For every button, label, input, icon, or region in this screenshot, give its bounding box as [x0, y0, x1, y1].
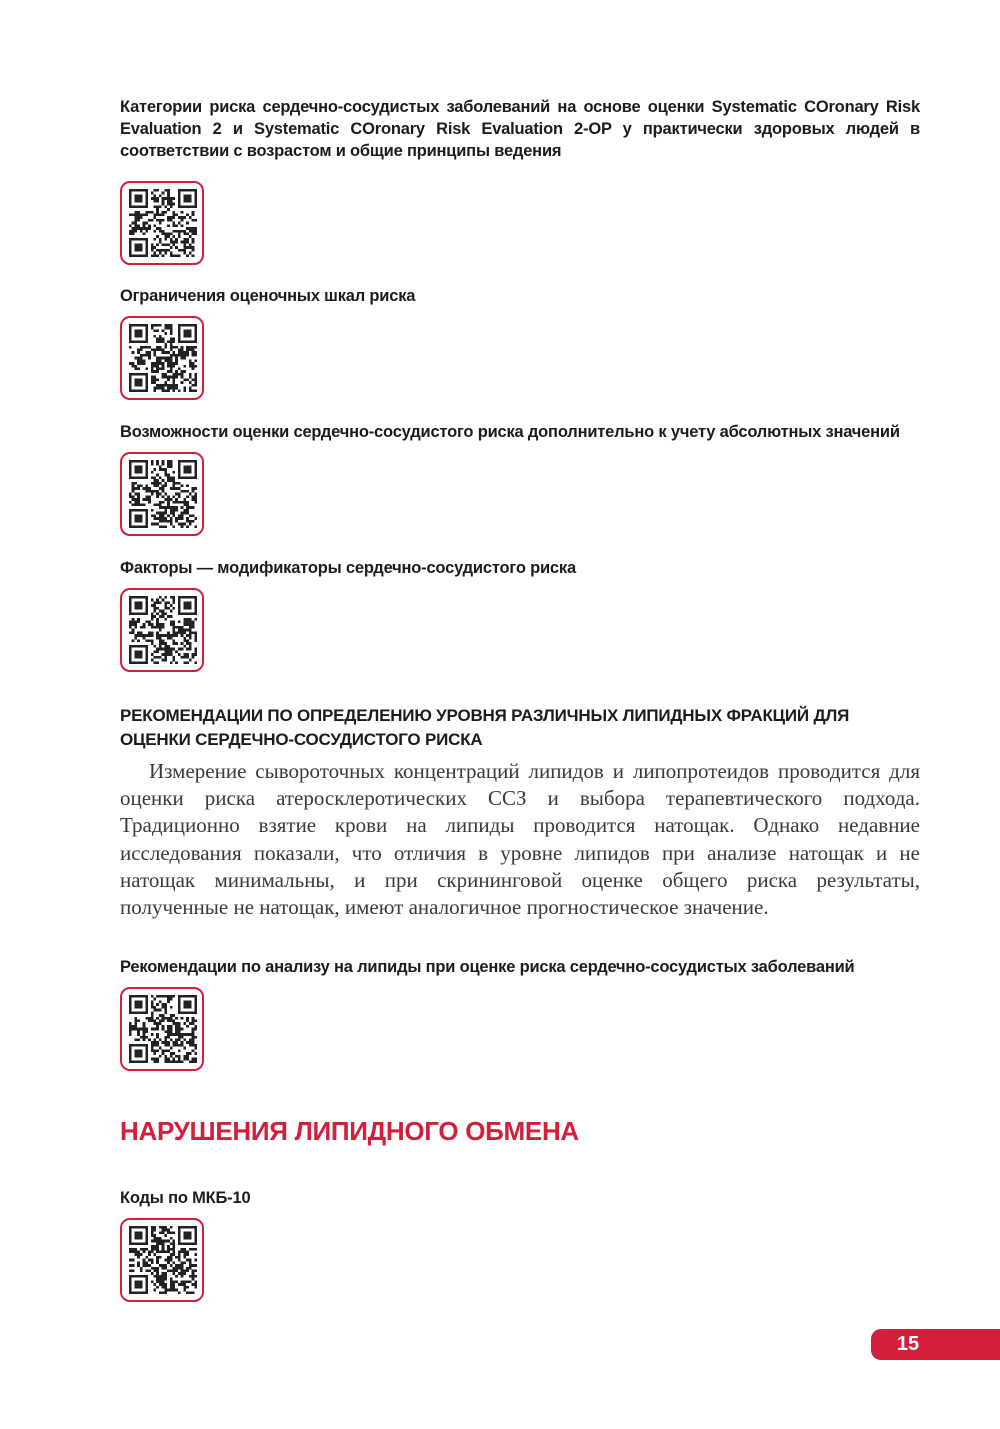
page-number-tab	[871, 1329, 1000, 1360]
qr-code-icon	[129, 460, 197, 528]
section-caption-scale-limits: Ограничения оценочных шкал риска	[120, 287, 416, 305]
qr-modules	[129, 1226, 197, 1294]
qr-code-score2[interactable]	[120, 181, 204, 265]
chapter-title: НАРУШЕНИЯ ЛИПИДНОГО ОБМЕНА	[120, 1116, 579, 1146]
lipid-section-paragraph: Измерение сывороточных концентраций липидов и липопротеидов проводится для оценки риска атеросклеротических ССЗ и выбора терапевтического подхода. Традиционно взятие крови на липиды проводится натощак. Однако недавние исследования показали, что отличия в уровне липидов при анализе натощак и не натощак минимальны, и при скрининговой оценке общего риска результаты, полученные не натощак, имеют аналогичное прогностическое значение.	[120, 759, 920, 920]
qr-modules	[129, 995, 197, 1063]
qr-modules	[129, 189, 197, 257]
section-caption-risk-modifiers: Факторы — модификаторы сердечно-сосудистого риска	[120, 559, 576, 577]
section-caption-score2: Категории риска сердечно-сосудистых заболеваний на основе оценки Systematic COronary Risk Evaluation 2 и Systematic COronary Risk Evaluation 2-OP у практически здоровых людей в соответствии с возрастом и общие принципы ведения	[120, 98, 920, 160]
qr-modules	[129, 324, 197, 392]
qr-code-scale-limits[interactable]	[120, 316, 204, 400]
qr-code-icon	[129, 995, 197, 1063]
lipid-analysis-caption: Рекомендации по анализу на липиды при оценке риска сердечно-сосудистых заболеваний	[120, 958, 855, 976]
qr-code-icon	[129, 596, 197, 664]
qr-code-icon	[129, 324, 197, 392]
section-caption-risk-assessment: Возможности оценки сердечно-сосудистого риска дополнительно к учету абсолютных значений	[120, 423, 900, 441]
qr-code-lipid-analysis[interactable]	[120, 987, 204, 1071]
qr-code-risk-assessment[interactable]	[120, 452, 204, 536]
qr-modules	[129, 596, 197, 664]
qr-code-icon	[129, 1226, 197, 1294]
lipid-section-heading: РЕКОМЕНДАЦИИ ПО ОПРЕДЕЛЕНИЮ УРОВНЯ РАЗЛИЧНЫХ ЛИПИДНЫХ ФРАКЦИЙ ДЛЯ ОЦЕНКИ СЕРДЕЧНО-СОСУДИСТОГО РИСКА	[120, 706, 850, 749]
qr-code-risk-modifiers[interactable]	[120, 588, 204, 672]
qr-code-icd-codes[interactable]	[120, 1218, 204, 1302]
qr-modules	[129, 460, 197, 528]
icd-codes-caption: Коды по МКБ-10	[120, 1189, 251, 1207]
page-number: 15	[896, 1333, 920, 1355]
qr-code-icon	[129, 189, 197, 257]
